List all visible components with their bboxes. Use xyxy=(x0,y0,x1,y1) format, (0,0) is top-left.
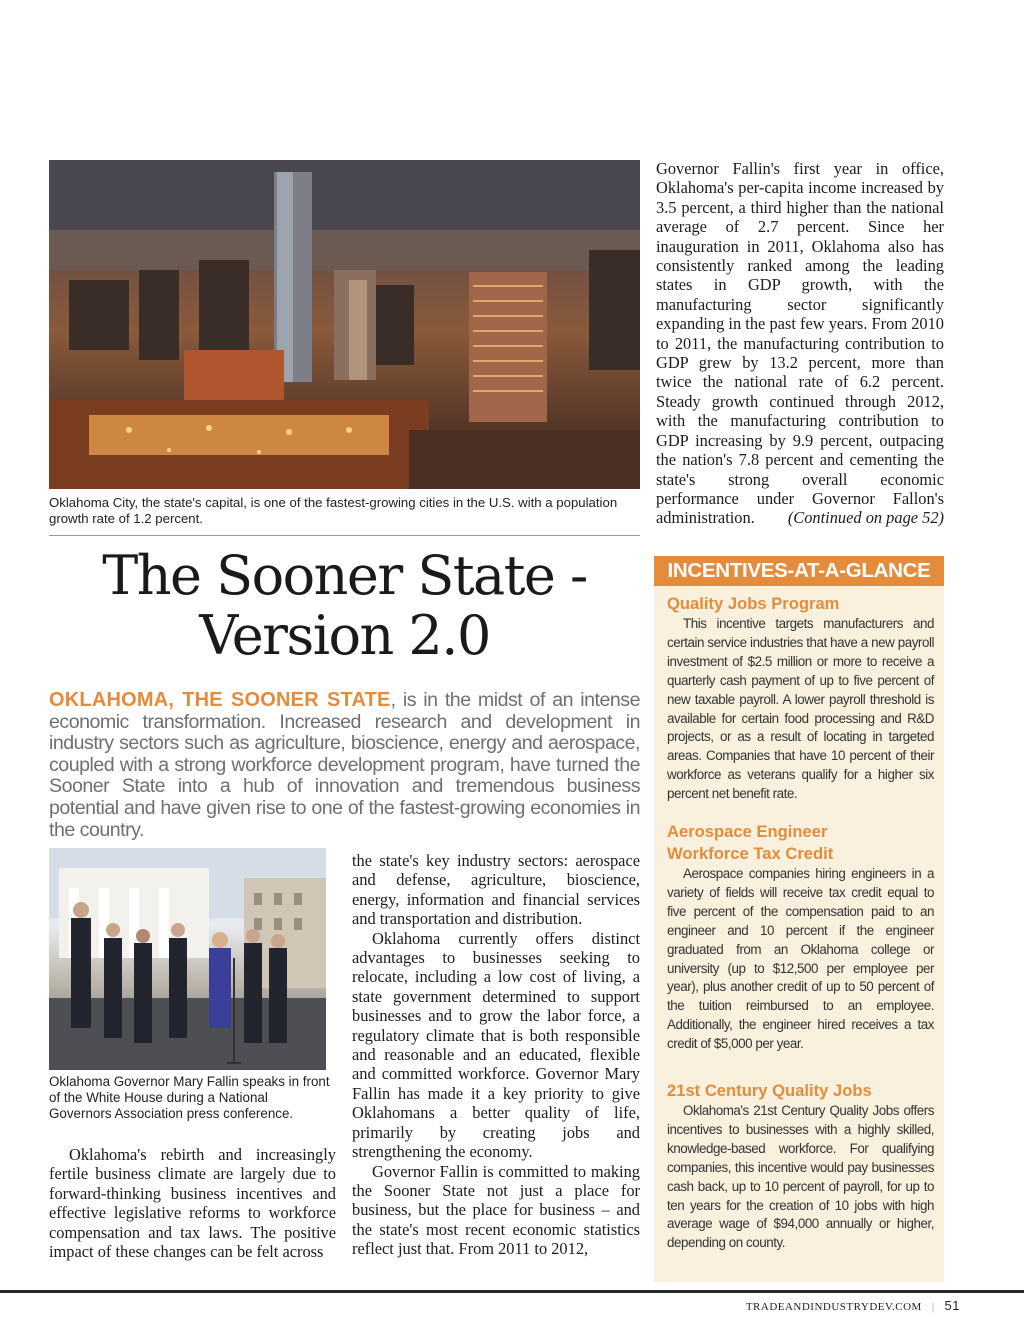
sidebar-section-21st-century xyxy=(667,1080,934,1253)
sidebar-section-aerospace xyxy=(667,821,934,1054)
city-photo-caption: Oklahoma City, the state's capital, is one of the fastest-growing cities in the U.S. with a population growth rate of 1.2 percent. xyxy=(49,495,618,526)
page-footer xyxy=(746,1298,960,1313)
article-column-2 xyxy=(352,851,640,1259)
continued-note: (Continued on page 52) xyxy=(787,508,944,528)
article-column-3 xyxy=(656,159,944,528)
caption-divider xyxy=(49,535,640,536)
section-title: Quality Jobs Program xyxy=(667,594,840,613)
section-text: Aerospace companies hiring engineers in a variety of fields will receive tax credit equal to five percent of the compensation paid to an engineer and 10 percent if the engineer graduated from an Oklahoma college or university (up to $12,500 per employee per year), plus another credit of up to 50 percent of the tuition reimbursed to an employee. Additionally, the engineer hired receives a tax credit of $5,000 per year. xyxy=(667,866,934,1052)
sidebar-header: INCENTIVES-AT-A-GLANCE xyxy=(654,556,944,586)
paragraph: Oklahoma currently offers distinct advantages to businesses seeking to relocate, including a low cost of living, a state government determined to support businesses and to grow the labor force, a regulatory climate that is both responsible and reasonable and an educated, flexible and committed workforce. Governor Mary Fallin has made it a key priority to give Oklahomans a better quality of life, primarily by creating jobs and strengthening the economy. xyxy=(352,928,640,1162)
section-title-line-2: Workforce Tax Credit xyxy=(667,844,834,863)
section-text: This incentive targets manufacturers and certain service industries that have a new payroll investment of $2.5 million or more to receive a quarterly cash payment of up to five percent of new taxable payroll. A lower payroll threshold is available for certain food processing and R&D projects, or as a result of locating in targeted areas. Companies that have 10 percent of their workforce as veterans qualify for a higher six percent net benefit rate. xyxy=(667,616,934,802)
page-number: 51 xyxy=(944,1298,960,1313)
page-title xyxy=(49,546,640,666)
paragraph: the state's key industry sectors: aerospace and defense, agriculture, bioscience, energy, information and financial services and transportation and distribution. xyxy=(352,851,640,929)
section-title-line-1: Aerospace Engineer xyxy=(667,822,828,841)
oklahoma-city-photo xyxy=(49,160,640,489)
footer-separator: | xyxy=(931,1301,935,1313)
section-title: 21st Century Quality Jobs xyxy=(667,1081,872,1100)
paragraph-text: Governor Fallin's first year in office, Oklahoma's per-capita income increased by 3.5 percent, a third higher than the national average of 2.7 percent. Since her inauguration in 2011, Oklahoma also has consistently ranked among the leading states in GDP growth, with the manufacturing sector significantly expanding in the past few years. From 2010 to 2011, the manufacturing contribution to GDP grew by 13.2 percent, more than twice the national rate of 6.2 percent. Steady growth continued through 2012, with the manufacturing contribution to GDP increasing by 9.9 percent, outpacing the nation's 7.8 percent and cementing the state's strong overall economic performance under Governor Fallon's administration. xyxy=(656,159,944,528)
deck-lead: OKLAHOMA, THE SOONER STATE xyxy=(49,689,391,711)
article-column-1 xyxy=(49,1145,336,1261)
incentives-sidebar xyxy=(654,556,944,1282)
white-house-press-photo xyxy=(49,848,326,1070)
section-text: Oklahoma's 21st Century Quality Jobs offers incentives to businesses with a highly skilled, knowledge-based workforce. For qualifying companies, this incentive would pay businesses cash back, up to 10 percent of payroll, for up to ten years for the creation of 10 jobs with high average wage of $94,000 annually or higher, depending on county. xyxy=(667,1103,934,1251)
sidebar-section-quality-jobs xyxy=(667,593,934,804)
paragraph xyxy=(656,159,944,528)
paragraph: Governor Fallin is committed to making the Sooner State not just a place for business, but the place for business – and the state's most recent economic statistics reflect just that. From 2011 to 2012, xyxy=(352,1161,640,1259)
title-line-1: The Sooner State - xyxy=(102,544,587,607)
title-line-2: Version 2.0 xyxy=(199,604,490,667)
intro-deck xyxy=(49,690,640,841)
footer-rule xyxy=(0,1290,1024,1293)
footer-website: TRADEANDINDUSTRYDEV.COM xyxy=(745,1301,922,1313)
white-house-photo-caption: Oklahoma Governor Mary Fallin speaks in front of the White House during a National Governors Association press conference. xyxy=(49,1074,330,1122)
deck-text: , is in the midst of an intense economic transformation. Increased research and development in industry sectors such as agriculture, bioscience, energy and aerospace, coupled with a strong workforce development program, have turned the Sooner State into a hub of innovation and tremendous business potential and have given rise to one of the fastest-growing economies in the country. xyxy=(49,689,640,841)
paragraph: Oklahoma's rebirth and increasingly fertile business climate are largely due to forward-thinking business incentives and effective legislative reforms to workforce compensation and tax laws. The positive impact of these changes can be felt across xyxy=(49,1145,336,1262)
